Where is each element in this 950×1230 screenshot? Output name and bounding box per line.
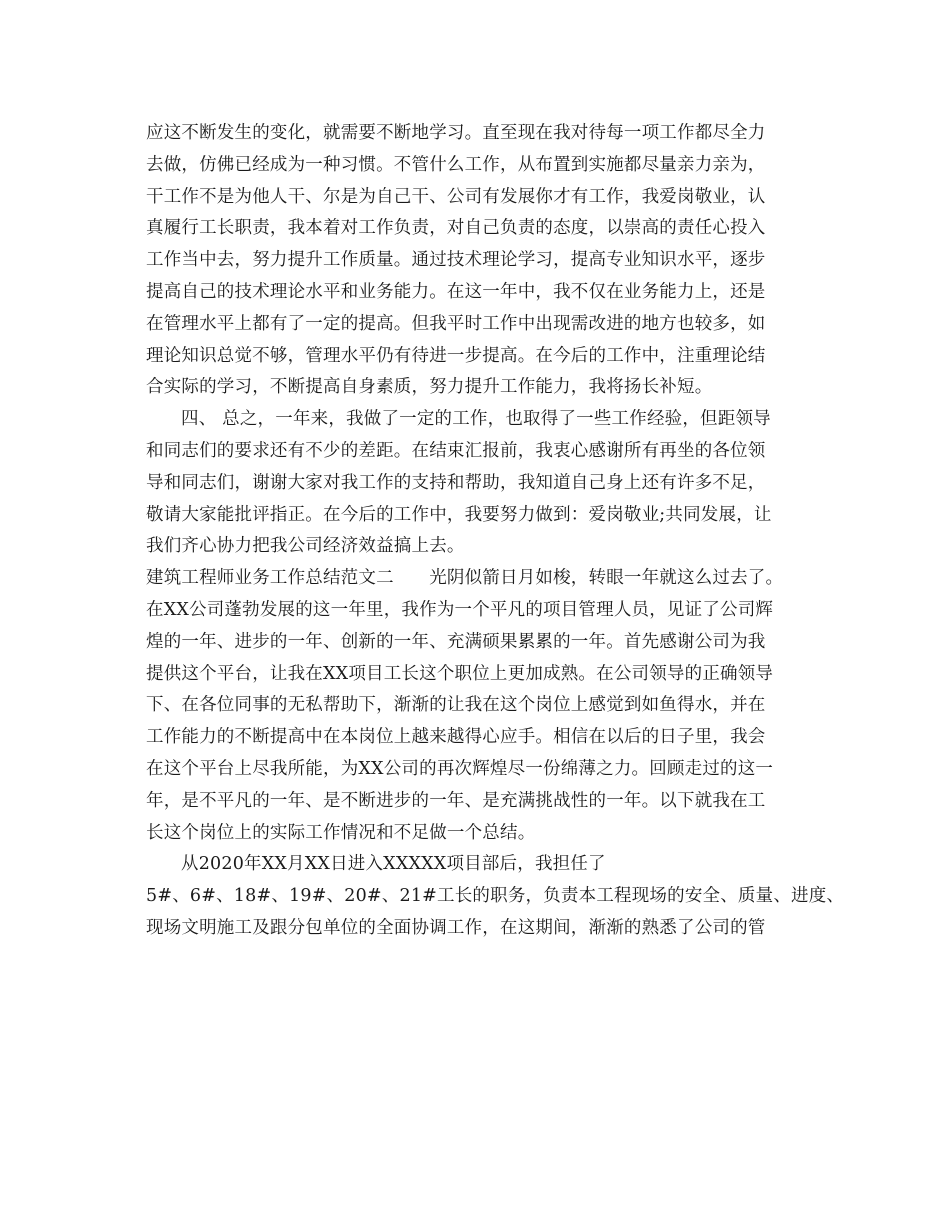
text-line: 和同志们的要求还有不少的差距。在结束汇报前，我衷心感谢所有再坐的各位领 [146, 440, 766, 461]
text-line: 干工作不是为他人干、尔是为自己干、公司有发展你才有工作，我爱岗敬业，认 [146, 186, 766, 207]
text-line: 真履行工长职责，我本着对工作负责，对自己负责的态度，以崇高的责任心投入 [146, 218, 766, 239]
text-line: 去做，仿佛已经成为一种习惯。不管什么工作，从布置到实施都尽量亲力亲为， [146, 154, 766, 175]
text-line: 年，是不平凡的一年、是不断进步的一年、是充满挑战性的一年。以下就我在工 [146, 790, 766, 811]
text-line: 工作当中去，努力提升工作质量。通过技术理论学习，提高专业知识水平，逐步 [146, 250, 766, 271]
text-line: 建筑工程师业务工作总结范文二 光阴似箭日月如梭，转眼一年就这么过去了。 [146, 568, 784, 589]
text-line: 导和同志们，谢谢大家对我工作的支持和帮助，我知道自己身上还有许多不足， [146, 472, 766, 493]
text-line: 提供这个平台，让我在XX项目工长这个职位上更加成熟。在公司领导的正确领导 [146, 663, 774, 684]
text-line: 5#、6#、18#、19#、20#、21#工长的职务，负责本工程现场的安全、质量、进度、 [146, 886, 845, 907]
text-line: 在这个平台上尽我所能，为XX公司的再次辉煌尽一份绵薄之力。回顾走过的这一 [146, 758, 774, 779]
text-line: 工作能力的不断提高中在本岗位上越来越得心应手。相信在以后的日子里，我会 [146, 727, 766, 748]
text-line: 提高自己的技术理论水平和业务能力。在这一年中，我不仅在业务能力上，还是 [146, 281, 766, 302]
text-line: 在XX公司蓬勃发展的这一年里，我作为一个平凡的项目管理人员，见证了公司辉 [146, 599, 774, 620]
text-line: 从2020年XX月XX日进入XXXXX项目部后，我担任了 [181, 854, 606, 875]
text-line: 应这不断发生的变化，就需要不断地学习。直至现在我对待每一项工作都尽全力 [146, 123, 766, 143]
text-line: 现场文明施工及跟分包单位的全面协调工作，在这期间，渐渐的熟悉了公司的管 [146, 917, 766, 938]
text-line: 我们齐心协力把我公司经济效益搞上去。 [146, 536, 465, 557]
text-line: 长这个岗位上的实际工作情况和不足做一个总结。 [146, 822, 536, 843]
body-text [146, 118, 845, 945]
text-line: 在管理水平上都有了一定的提高。但我平时工作中出现需改进的地方也较多，如 [146, 313, 766, 334]
text-line: 理论知识总觉不够，管理水平仍有待进一步提高。在今后的工作中，注重理论结 [146, 345, 766, 366]
text-line: 敬请大家能批评指正。在今后的工作中，我要努力做到：爱岗敬业;共同发展，让 [146, 504, 772, 525]
text-line: 煌的一年、进步的一年、创新的一年、充满硕果累累的一年。首先感谢公司为我 [146, 631, 766, 652]
text-line: 合实际的学习，不断提高自身素质，努力提升工作能力，我将扬长补短。 [146, 377, 713, 398]
text-line: 下、在各位同事的无私帮助下，渐渐的让我在这个岗位上感觉到如鱼得水，并在 [146, 695, 766, 716]
text-line: 四、 总之，一年来，我做了一定的工作，也取得了一些工作经验，但距领导 [181, 409, 771, 430]
